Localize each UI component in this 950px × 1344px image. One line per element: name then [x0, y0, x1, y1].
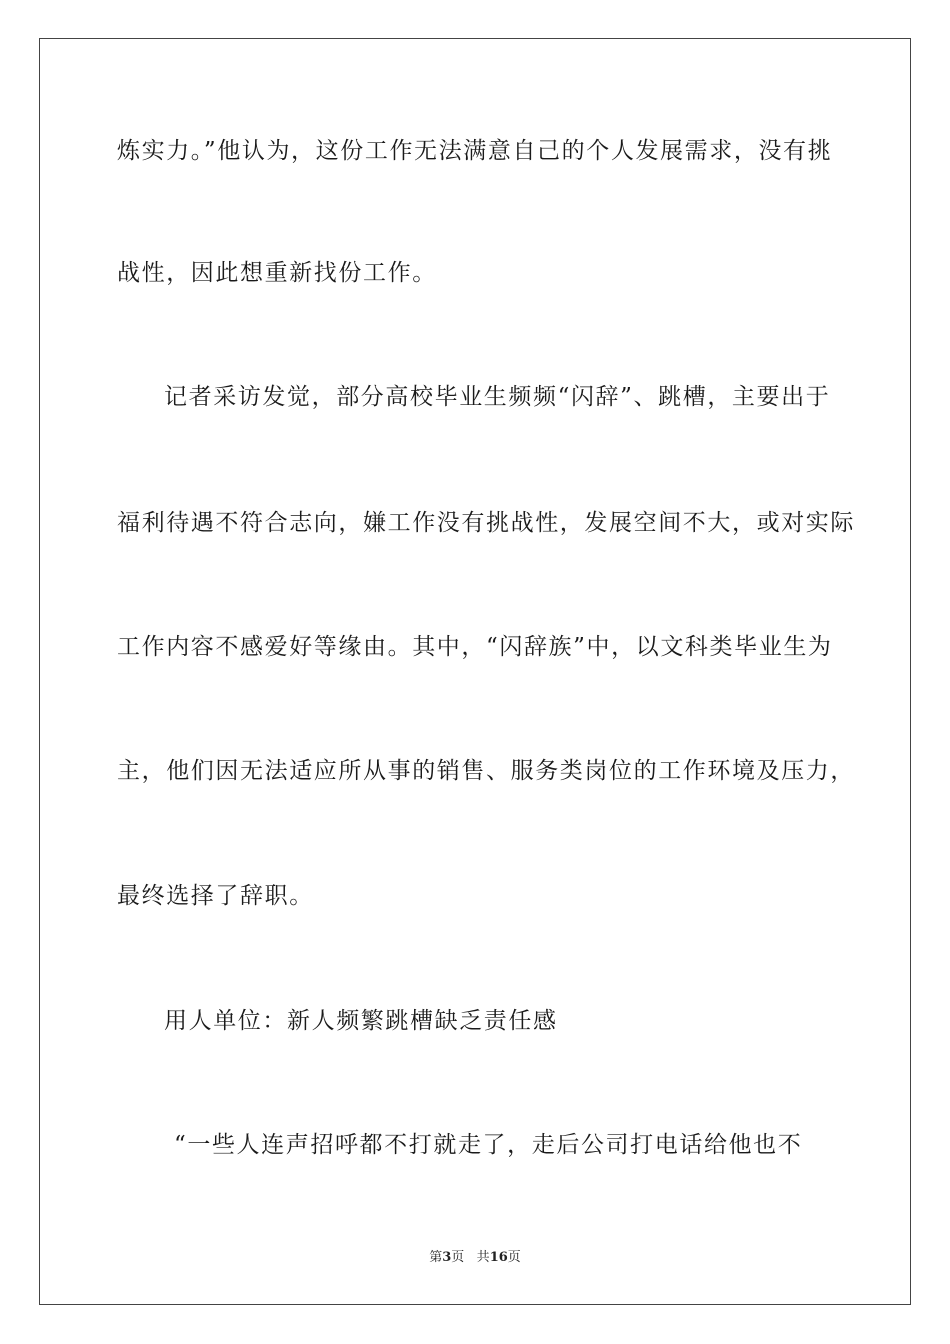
paragraph-line: 战性，因此想重新找份工作。: [117, 260, 437, 286]
page-footer: [0, 1250, 950, 1266]
footer-total-pages: 16: [489, 1250, 508, 1265]
paragraph-line: 工作内容不感爱好等缘由。其中，“闪辞族”中，以文科类毕业生为: [117, 634, 833, 660]
paragraph-line: 最终选择了辞职。: [117, 883, 314, 909]
footer-page-suffix: 页: [451, 1250, 465, 1265]
page-frame: [39, 38, 911, 1305]
footer-total-suffix: 页: [507, 1250, 521, 1265]
paragraph-line: “一些人连声招呼都不打就走了，走后公司打电话给他也不: [174, 1132, 803, 1158]
footer-total-prefix: 共: [476, 1250, 490, 1265]
paragraph-line: 炼实力。”他认为，这份工作无法满意自己的个人发展需求，没有挑: [117, 138, 833, 164]
paragraph-line: 记者采访发觉，部分高校毕业生频频“闪辞”、跳槽，主要出于: [164, 384, 831, 410]
footer-page-number: 3: [442, 1250, 452, 1265]
paragraph-line: 主，他们因无法适应所从事的销售、服务类岗位的工作环境及压力，: [117, 758, 855, 784]
paragraph-line: 福利待遇不符合志向，嫌工作没有挑战性，发展空间不大，或对实际: [117, 510, 855, 536]
section-heading: 用人单位：新人频繁跳槽缺乏责任感: [164, 1008, 558, 1034]
footer-page-prefix: 第: [429, 1250, 443, 1265]
